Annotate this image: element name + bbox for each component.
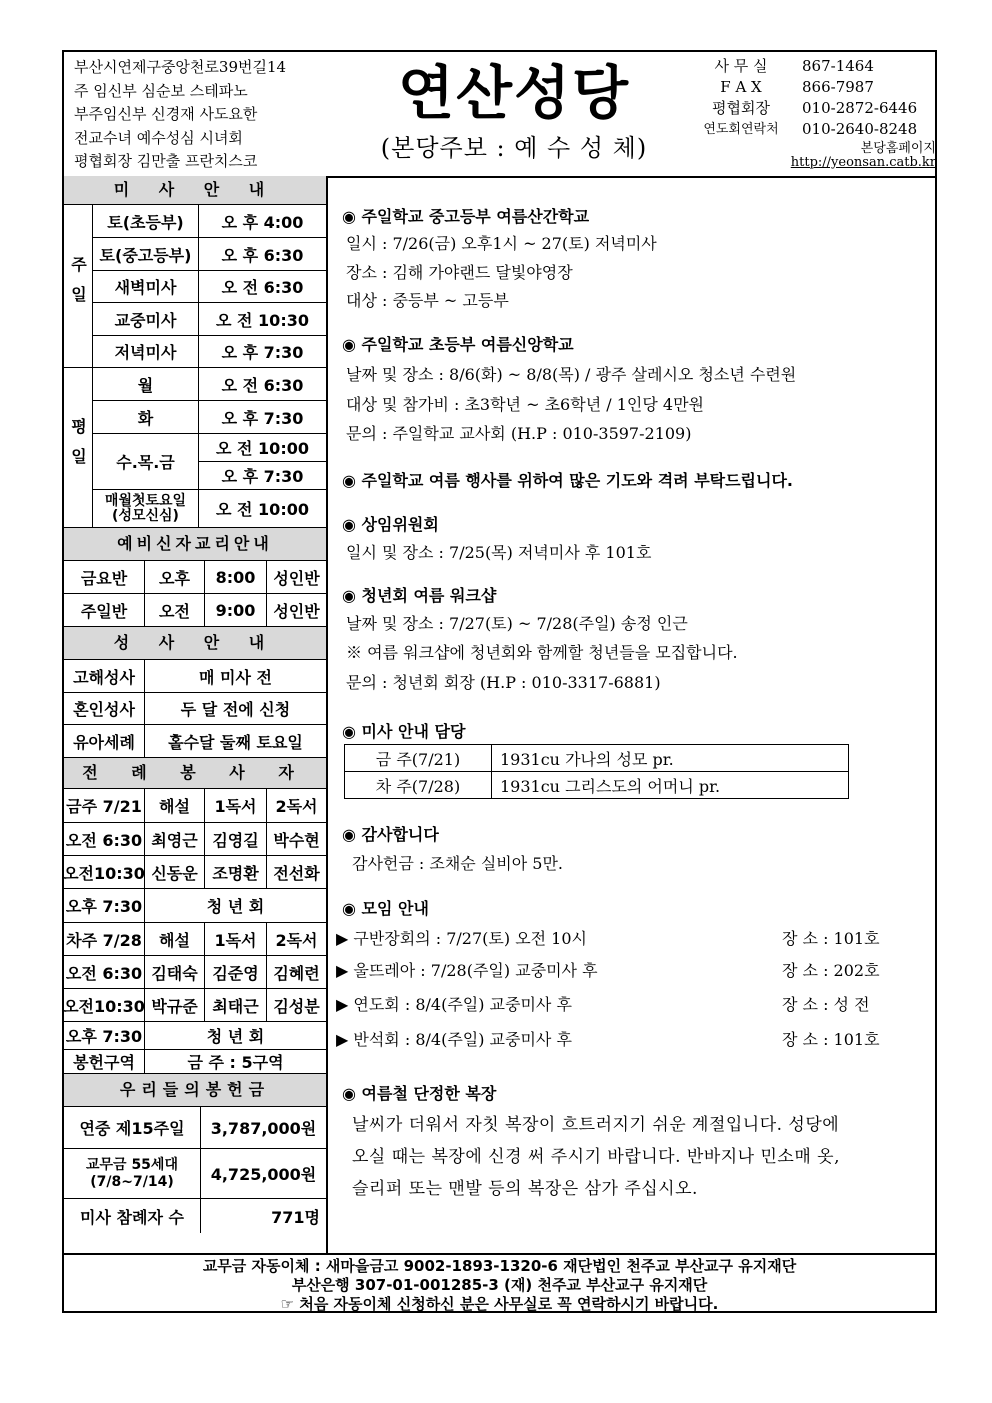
mass-row (92, 336, 326, 368)
cell: 4,725,000원 (200, 1149, 326, 1198)
cell: 2독서 (266, 789, 326, 822)
mass-name: 교중미사 (92, 303, 198, 335)
mass-time: 오 전 10:00 (198, 434, 326, 462)
mass-name: 새벽미사 (92, 271, 198, 302)
table-row (345, 772, 849, 799)
contact-value: 867-1464 (802, 57, 874, 75)
mass-time: 오 후 4:00 (198, 205, 326, 237)
clergy-info (74, 56, 286, 174)
mass-row (92, 434, 326, 490)
liturgy-row (64, 856, 326, 889)
liturgy-row (64, 789, 326, 823)
liturgy-row (64, 956, 326, 989)
footer-account-2: 부산은행 307-01-001285-3 (재) 천주교 부산교구 유지재단 (291, 1276, 708, 1294)
mass-time: 오 전 10:30 (198, 303, 326, 335)
cell: 두 달 전에 신청 (144, 693, 326, 724)
liturgy-row (64, 823, 326, 856)
cell: 김혜련 (266, 956, 326, 988)
cell: 유아세례 (73, 732, 135, 752)
notice-line: 날씨가 더워서 자칫 복장이 흐트러지기 쉬운 계절입니다. 성당에 (352, 1115, 840, 1135)
cell: 조명환 (204, 856, 266, 888)
address: 부산시연제구중앙천로39번길14 (74, 58, 287, 76)
cell: 8:00 (204, 561, 266, 593)
mass-time: 오 후 7:30 (198, 336, 326, 367)
mass-time: 오 후 7:30 (198, 401, 326, 433)
cell: 성인반 (266, 594, 326, 626)
mass-name: 저녁미사 (92, 336, 198, 367)
meeting-place: 장 소 : 202호 (782, 961, 880, 980)
notice-line: 장소 : 김해 가야랜드 달빛야영장 (346, 263, 573, 282)
sunday-label: 주일 (68, 256, 88, 316)
meeting-item: ▶ 구반장회의 : 7/27(토) 오전 10시 (336, 929, 588, 948)
cell: 김성분 (266, 989, 326, 1021)
mass-name: 화 (92, 401, 198, 433)
catechumen-title: 예비신자교리안내 (64, 528, 326, 561)
contact-label: 사 무 실 (714, 57, 768, 75)
mass-name: 월 (92, 368, 198, 400)
mass-name: 토(초등부) (92, 205, 198, 237)
contact-label: F A X (720, 78, 762, 96)
bulletin-subtitle: (본당주보 : 예 수 성 체) (380, 134, 648, 162)
cell: 홀수달 둘째 토요일 (144, 725, 326, 757)
notice-line: 대상 : 중등부 ~ 고등부 (346, 291, 509, 310)
cell: 성인반 (266, 561, 326, 593)
mass-time: 오 후 6:30 (198, 238, 326, 270)
sacrament-row (64, 725, 326, 758)
mass-row (92, 205, 326, 238)
meeting-place: 장 소 : 성 전 (782, 995, 870, 1014)
cell: 미사 참례자 수 (80, 1207, 184, 1227)
notice-title: ◉ 여름철 단정한 복장 (342, 1084, 497, 1103)
meeting-item: ▶ 연도회 : 8/4(주일) 교중미사 후 (336, 995, 572, 1014)
mass-name: 수.목.금 (92, 434, 198, 489)
sisters: 전교수녀 예수성심 시녀회 (74, 128, 243, 147)
meeting-item: ▶ 반석회 : 8/4(주일) 교중미사 후 (336, 1030, 572, 1049)
mass-row (92, 401, 326, 434)
liturgy-row (64, 989, 326, 1022)
cell: 오전10:30 (63, 863, 145, 883)
assistant-pastor: 부주임신부 신경재 사도요한 (74, 105, 258, 123)
mass-row (92, 368, 326, 401)
mass-time: 오 전 10:00 (198, 490, 326, 527)
notice-title: ◉ 상임위원회 (342, 515, 439, 534)
notice-title: ◉ 청년회 여름 워크샵 (342, 586, 497, 605)
parish-title: 연산성당 (397, 59, 631, 127)
table-row (345, 745, 849, 772)
meeting-place: 장 소 : 101호 (782, 929, 880, 948)
cell: 오후 7:30 (65, 897, 143, 916)
contacts (686, 56, 936, 170)
cell: 해설 (144, 789, 204, 822)
cell: 금 주(7/21) (345, 745, 492, 772)
cell: 오후 (144, 561, 204, 593)
sacrament-row (64, 660, 326, 693)
cell: 1독서 (204, 789, 266, 822)
notice-title: ◉ 감사합니다 (342, 825, 439, 844)
cell: 최태근 (204, 989, 266, 1021)
cell: 오후 7:30 (65, 1027, 143, 1046)
contact-value: 010-2872-6446 (802, 99, 918, 117)
liturgy-title: 전 례 봉 사 자 (64, 758, 326, 789)
notice-line: 대상 및 참가비 : 초3학년 ~ 초6학년 / 1인당 4만원 (346, 395, 704, 414)
contact-value: 866-7987 (802, 78, 874, 96)
liturgy-row (64, 923, 326, 956)
cell: 금요반 (80, 568, 128, 588)
notice-line: 문의 : 청년회 회장 (H.P : 010-3317-6881) (346, 673, 661, 692)
notice-line: 일시 : 7/26(금) 오후1시 ~ 27(토) 저녁미사 (346, 234, 657, 253)
cell: 1931cu 가나의 성모 pr. (492, 745, 849, 772)
notice-title: ◉ 주일학교 중고등부 여름산간학교 (342, 207, 590, 226)
homepage-link[interactable]: http://yeonsan.catb.kr (790, 155, 936, 170)
cell: 주일반 (80, 601, 128, 621)
footer (64, 1253, 935, 1311)
notice-line: 감사헌금 : 조채순 실비아 5만. (352, 854, 564, 873)
cell: 최영근 (144, 823, 204, 855)
catechumen-row (64, 561, 326, 594)
cell: 혼인성사 (73, 700, 135, 719)
mass-row (92, 490, 326, 528)
sacrament-row (64, 693, 326, 725)
cell: 오전 6:30 (65, 830, 143, 850)
cell: 김준영 (204, 956, 266, 988)
notice-title: ◉ 주일학교 여름 행사를 위하여 많은 기도와 격려 부탁드립니다. (342, 471, 794, 490)
mass-name: 토(중고등부) (92, 238, 198, 270)
pastor: 주 임신부 심순보 스테파노 (74, 81, 248, 100)
offering-title: 우리들의봉헌금 (64, 1074, 326, 1107)
notice-line: 일시 및 장소 : 7/25(목) 저녁미사 후 101호 (346, 543, 652, 562)
notice-line: 날짜 및 장소 : 8/6(화) ~ 8/8(목) / 광주 살레시오 청소년 수련원 (346, 365, 797, 384)
cell: 김영길 (204, 823, 266, 855)
notice-line: ※ 여름 워크샵에 청년회와 함께할 청년들을 모집합니다. (346, 643, 738, 662)
cell: 2독서 (266, 923, 326, 955)
notice-title: ◉ 주일학교 초등부 여름신앙학교 (342, 335, 574, 354)
header (64, 52, 935, 178)
liturgy-row (64, 889, 326, 923)
cell: 금 주 : 5구역 (144, 1050, 326, 1073)
cell: 해설 (144, 923, 204, 955)
cell: 오전 6:30 (65, 963, 143, 983)
mass-time: 오 후 7:30 (198, 462, 326, 489)
footer-note: ☞ 처음 자동이체 신청하신 분은 사무실로 꼭 연락하시기 바랍니다. (280, 1295, 719, 1313)
cell: 고해성사 (73, 667, 135, 687)
cell: 차주 7/28 (66, 930, 142, 950)
cell: 771명 (200, 1199, 326, 1233)
liturgy-row (64, 1022, 326, 1050)
cell: 봉헌구역 (73, 1053, 135, 1072)
footer-account-1: 교무금 자동이체 : 새마을금고 9002-1893-1320-6 재단법인 천주교 부산교구 유지재단 (202, 1257, 797, 1275)
cell: 박규준 (144, 989, 204, 1021)
left-column (64, 176, 328, 1253)
mass-title: 미 사 안 내 (64, 176, 326, 205)
contact-value: 010-2640-8248 (802, 120, 918, 138)
contact-label: 평협회장 (712, 99, 770, 117)
cell: 매 미사 전 (144, 660, 326, 692)
council-president: 평협회장 김만출 프란치스코 (74, 152, 258, 170)
cell: 오전 (144, 594, 204, 626)
mass-row (92, 238, 326, 271)
cell: 교무금 55세대 (7/8~7/14) (86, 1156, 178, 1190)
mass-row (92, 271, 326, 303)
sacrament-title: 성 사 안 내 (64, 627, 326, 660)
notice-title: ◉ 미사 안내 담당 (342, 722, 466, 741)
mass-time: 오 전 6:30 (198, 368, 326, 400)
cell: 박수현 (266, 823, 326, 855)
weekday-label: 평일 (68, 417, 88, 478)
mass-duty-table (344, 744, 849, 799)
bulletin-frame (62, 50, 937, 1313)
meeting-item: ▶ 울뜨레아 : 7/28(주일) 교중미사 후 (336, 961, 598, 980)
mass-name: 매월첫토요일 (성모신심) (92, 490, 198, 527)
notice-line: 문의 : 주일학교 교사회 (H.P : 010-3597-2109) (346, 424, 692, 443)
cell: 1931cu 그리스도의 어머니 pr. (492, 772, 849, 799)
notice-line: 오실 때는 복장에 신경 써 주시기 바랍니다. 반바지나 민소매 옷, (352, 1147, 840, 1167)
notice-title: ◉ 모임 안내 (342, 899, 429, 918)
notices (328, 176, 935, 1253)
cell: 9:00 (204, 594, 266, 626)
cell: 청 년 회 (144, 889, 326, 922)
cell: 1독서 (204, 923, 266, 955)
notice-line: 날짜 및 장소 : 7/27(토) ~ 7/28(주일) 송정 인근 (346, 614, 688, 633)
homepage-label: 본당홈페이지 (860, 141, 936, 156)
cell: 3,787,000원 (200, 1107, 326, 1148)
contact-label: 연도회연락처 (703, 122, 779, 137)
cell: 청 년 회 (144, 1022, 326, 1049)
cell: 전선화 (266, 856, 326, 888)
liturgy-row (64, 1050, 326, 1074)
mass-time: 오 전 6:30 (198, 271, 326, 302)
cell: 금주 7/21 (66, 797, 142, 816)
offering-row (64, 1149, 326, 1199)
catechumen-row (64, 594, 326, 627)
cell: 차 주(7/28) (345, 772, 492, 799)
cell: 신동운 (144, 856, 204, 888)
mass-row (92, 303, 326, 336)
offering-row (64, 1107, 326, 1149)
cell: 연중 제15주일 (79, 1119, 185, 1138)
cell: 오전10:30 (63, 996, 145, 1016)
offering-row (64, 1199, 326, 1233)
meeting-place: 장 소 : 101호 (782, 1030, 880, 1049)
cell: 김태숙 (144, 956, 204, 988)
notice-line: 슬리퍼 또는 맨발 등의 복장은 삼가 주십시오. (352, 1179, 698, 1199)
